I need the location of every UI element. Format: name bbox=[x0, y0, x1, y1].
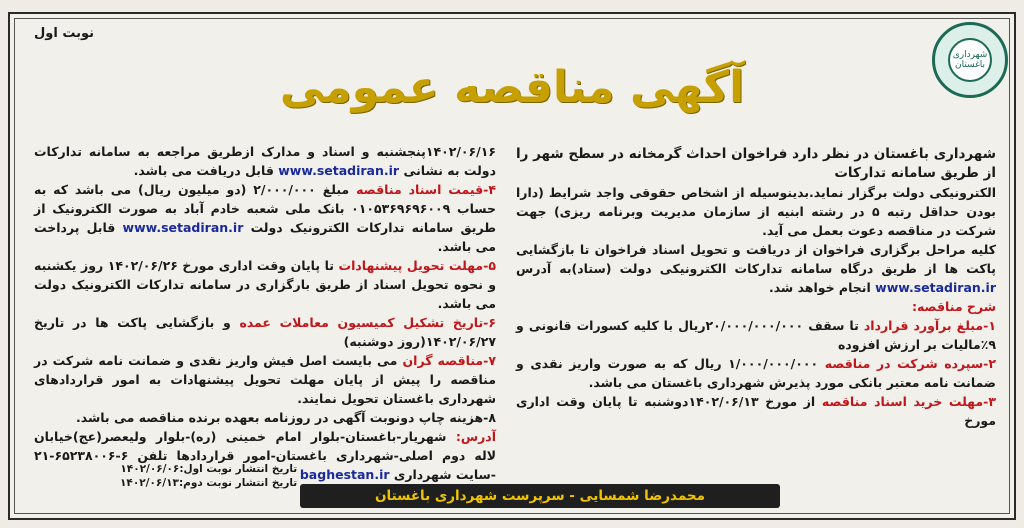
item-3 bbox=[516, 392, 996, 430]
item-8: ۸-هزینه چاپ دونوبت آگهی در روزنامه بعهده برنده مناقصه می باشد. bbox=[75, 410, 496, 425]
stages-paragraph bbox=[516, 240, 996, 297]
headline: شهرداری باغستان در نظر دارد فراخوان احداث گرمخانه در سطح شهر را از طریق سامانه تدارکات bbox=[516, 146, 996, 181]
edition-label: نوبت اول bbox=[34, 26, 95, 41]
section-title: شرح مناقصه: bbox=[911, 299, 996, 314]
item-4-text: مبلغ ۲/۰۰۰/۰۰۰ (دو میلیون ریال) می باشد که به حساب ۰۱۰۵۳۶۹۶۹۶۰۰۹ بانک ملی شعبه خادم آباد به صورت الکترونیک از طریق سامانه تدارکات الکترونیک دولت bbox=[34, 182, 496, 235]
item-5 bbox=[34, 256, 496, 313]
item-5-label: ۵-مهلت تحویل پیشنهادات bbox=[338, 258, 496, 273]
item-6-text: و بازگشایی پاکت ها در تاریخ ۱۴۰۲/۰۶/۲۷(روز دوشنبه) bbox=[34, 315, 496, 349]
item-2-label: ۲-سپرده شرکت در مناقصه bbox=[824, 356, 996, 371]
item-1-label: ۱-مبلغ برآورد قرارداد bbox=[863, 318, 996, 333]
continuation bbox=[34, 142, 496, 180]
ad-title: آگهی مناقصه عمومی bbox=[279, 62, 745, 113]
item-3-text: از مورخ ۱۴۰۲/۰۶/۱۳دوشنبه تا پایان وقت اداری مورخ bbox=[516, 394, 996, 428]
item-6 bbox=[34, 313, 496, 351]
item-7 bbox=[34, 351, 496, 408]
stages-tail: انجام خواهد شد. bbox=[768, 280, 871, 295]
signature-text: محمدرضا شمسایی - سرپرست شهرداری باغستان bbox=[375, 488, 705, 504]
right-column bbox=[516, 145, 996, 430]
item-5-text: تا پایان وقت اداری مورخ ۱۴۰۲/۰۶/۲۶ روز یکشنبه و نحوه تحویل اسناد از طریق بارگزاری در سامانه تدارکات الکترونیک دولت می باشد. bbox=[34, 258, 496, 311]
signature-bar bbox=[300, 484, 780, 508]
setadiran-link-3[interactable]: www.setadiran.ir bbox=[122, 220, 244, 235]
second-publication-date: تاریخ انتشار نوبت دوم:۱۴۰۲/۰۶/۱۳ bbox=[120, 477, 298, 489]
municipality-site-link[interactable]: baghestan.ir bbox=[299, 467, 390, 482]
item-4 bbox=[34, 180, 496, 256]
address-text: شهریار-باغستان-بلوار امام خمینی (ره)-بلوار ولیعصر(عج)خیابان لاله دوم اصلی-شهرداری باغستان-امور قراردادها تلفن ۶-۶۵۲۳۸۰۰۶-۲۱ -سایت شهرداری bbox=[34, 429, 496, 482]
item-1 bbox=[516, 316, 996, 354]
item-2-text: ۱/۰۰۰/۰۰۰/۰۰۰ ریال که به صورت واریز نقدی و ضمانت نامه معتبر بانکی مورد پذیرش شهرداری باغستان می باشد. bbox=[516, 356, 996, 390]
first-publication-date: تاریخ انتشار نوبت اول:۱۴۰۲/۰۶/۰۶ bbox=[120, 463, 298, 475]
seal-label: شهرداری باغستان bbox=[948, 38, 992, 82]
address-label: آدرس: bbox=[455, 429, 496, 444]
item-4-tail: قابل پرداخت می باشد. bbox=[34, 220, 496, 254]
item-2 bbox=[516, 354, 996, 392]
intro-text: الکترونیکی دولت برگزار نماید.بدینوسیله از اشخاص حقوقی واجد شرایط (دارا بودن حداقل رتبه ۵ در رشته ابنیه از سازمان مدیریت وبرنامه ریزی) جهت شرکت در مناقصه دعوت بعمل می آید. bbox=[516, 185, 996, 238]
item-1-text: تا سقف ۲۰/۰۰۰/۰۰۰/۰۰۰ریال با کلیه کسورات قانونی و ۹٪مالیات بر ارزش افزوده bbox=[516, 318, 996, 352]
left-column bbox=[34, 142, 496, 484]
item-7-label: ۷-مناقصه گران bbox=[402, 353, 496, 368]
item-4-label: ۴-قیمت اسناد مناقصه bbox=[356, 182, 496, 197]
item-7-text: می بایست اصل فیش واریز نقدی و ضمانت نامه شرکت در مناقصه را پیش از پایان مهلت تحویل پیشنهادات به امور قراردادهای شهرداری باغستان تحویل نمایند. bbox=[34, 353, 496, 406]
item-3-label: ۳-مهلت خرید اسناد مناقصه bbox=[821, 394, 996, 409]
setadiran-link[interactable]: www.setadiran.ir bbox=[875, 280, 996, 295]
setadiran-link-2[interactable]: www.setadiran.ir bbox=[278, 163, 400, 178]
continuation-tail: قابل دریافت می باشد. bbox=[133, 163, 274, 178]
publication-dates bbox=[120, 462, 297, 490]
continuation-text: ۱۴۰۲/۰۶/۱۶پنجشنبه و اسناد و مدارک ازطریق مراجعه به سامانه تدارکات دولت به نشانی bbox=[34, 144, 496, 178]
item-6-label: ۶-تاریخ تشکیل کمیسیون معاملات عمده bbox=[239, 315, 497, 330]
stages-text: کلیه مراحل برگزاری فراخوان از دریافت و تحویل اسناد فراخوان تا بازگشایی پاکت ها از طریق درگاه سامانه تدارکات الکترونیکی دولت (ستاد)به آدرس bbox=[516, 242, 996, 276]
